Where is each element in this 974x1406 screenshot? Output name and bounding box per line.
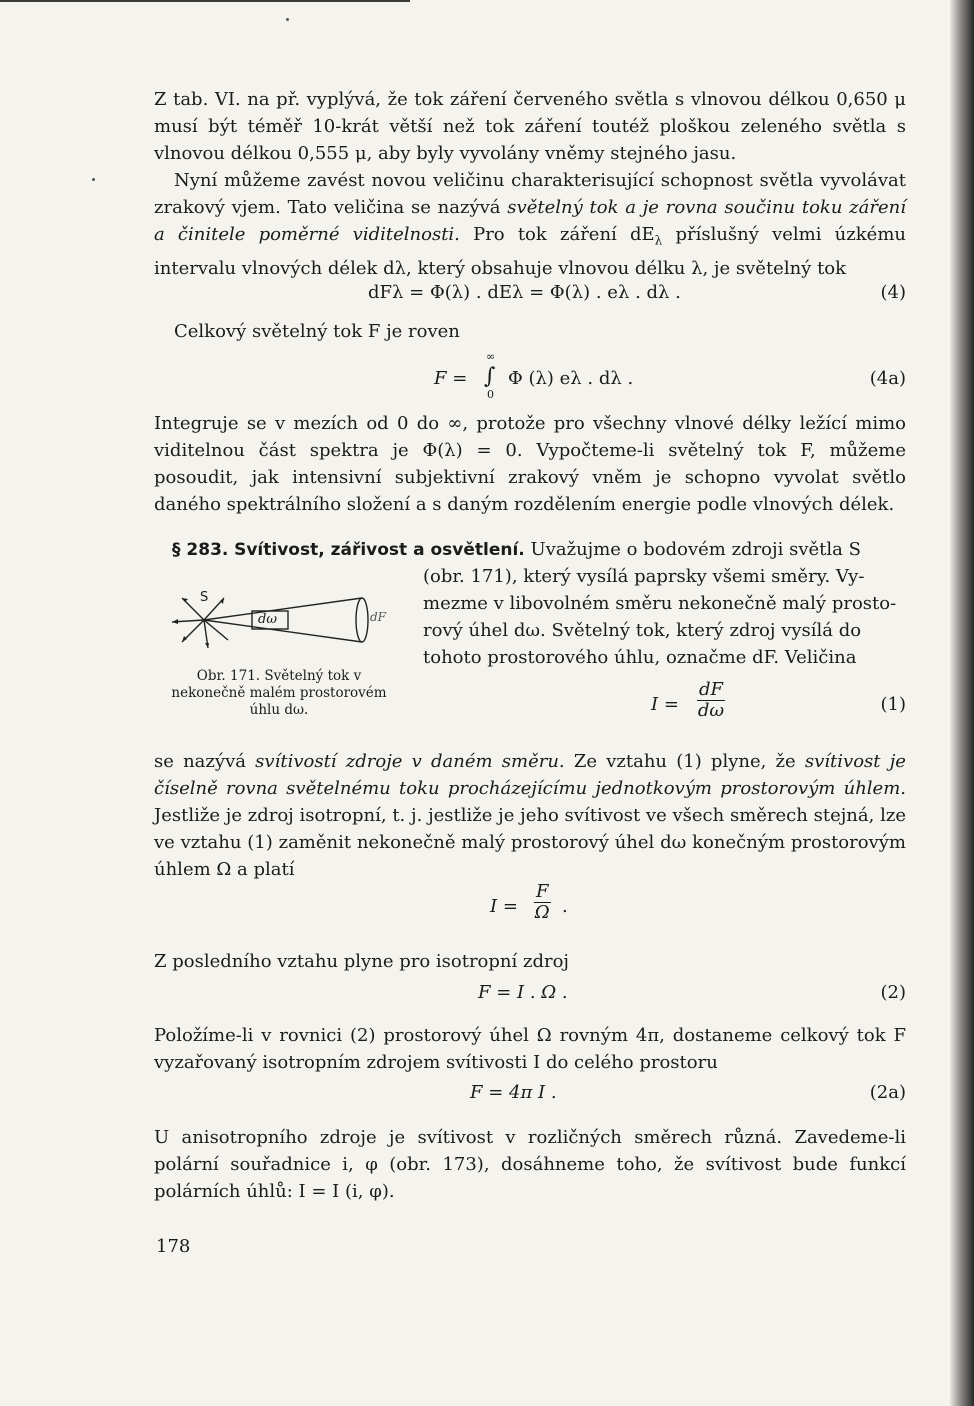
paragraph-6-text-e: Jestliže je zdroj isotropní, t. j. jestliže je jeho svítivost ve všech směrech stejná, lze ve vztahu (1) zaměnit nekonečně malý prostorový úhel dω konečným prostorovým úhlem Ω a platí	[154, 805, 906, 880]
section-text-line-3: mezme v libovolném směru nekonečně malý prosto-	[423, 593, 897, 614]
paragraph-2-text-d: příslušný velmi úzkému intervalu vlnových délek dλ, který obsahuje vlnovou délku λ, je světelný tok	[154, 224, 906, 279]
paragraph-2-text-c: Pro tok záření dE	[473, 224, 655, 245]
equation-2a: F = 4π I .	[470, 1082, 557, 1103]
equation-4-line	[154, 282, 906, 312]
equation-I-lhs: I =	[490, 896, 518, 917]
integral-sign: ∫	[484, 364, 496, 389]
paragraph-7: Z posledního vztahu plyne pro isotropní zdroj	[154, 951, 570, 972]
integral-upper-limit: ∞	[486, 350, 496, 363]
figure-171-caption: Obr. 171. Světelný tok v nekonečně malém prostorovém úhlu dω.	[171, 668, 387, 718]
section-text-line-1: Uvažujme o bodovém zdroji světla S	[530, 539, 861, 560]
figure-label-dF: dF	[370, 610, 387, 624]
paragraph-2: Nyní můžeme zavést novou veličinu charakterisující schopnost světla vyvolávat zrakový vjem. Tato veličina se nazývá světelný tok a je rovna součinu toku záření a činitele poměrné viditelnosti. Pro tok záření $dE_\lambda$ příslušný velmi úzkému intervalu vlnových délek dλ, který obsahuje vlnovou délku λ, je světelný tok	[154, 170, 906, 279]
equation-4-number: (4)	[880, 282, 906, 303]
equation-2-line	[154, 982, 906, 1012]
paragraph-6-definition: svítivostí zdroje v daném směru.	[255, 751, 565, 772]
paragraph-2-text-a: Nyní můžeme zavést novou veličinu charakterisující schopnost světla vyvolávat zrakový vjem. Tato veličina se nazývá	[154, 170, 906, 218]
equation-1-denominator: dω	[697, 700, 725, 721]
paragraph-1: Z tab. VI. na př. vyplývá, že tok záření červeného světla s vlnovou délkou 0,650 μ musí být téměř 10-krát větší než tok záření toutéž ploškou zeleného světla s vlnovou délkou 0,555 μ, aby byly vyvolány vněmy stejného jasu.	[154, 89, 906, 164]
equation-2a-line	[154, 1082, 906, 1112]
top-rule	[0, 0, 410, 2]
section-text-block	[423, 563, 906, 671]
paragraph-6	[154, 748, 906, 883]
equation-1-number: (1)	[880, 694, 906, 715]
equation-I-denominator: Ω	[534, 902, 550, 923]
paragraph-4: Integruje se v mezích od 0 do ∞, protože pro všechny vlnové délky ležící mimo viditelnou část spektra je Φ(λ) = 0. Vypočteme-li světelný tok F, můžeme posoudit, jak intensivní subjektivní zrakový vněm je schopno vyvolat světlo daného spektrálního složení a s daným rozdělením energie podle vlnových délek.	[154, 413, 906, 515]
paragraph-6-text-c: Ze vztahu (1) plyne, že	[573, 751, 796, 772]
cone-lower-edge	[204, 620, 362, 642]
figure-label-domega: dω	[258, 612, 277, 627]
page-number: 178	[156, 1236, 191, 1257]
paragraph-9: U anisotropního zdroje je svítivost v rozličných směrech různá. Zavedeme-li polární souřadnice i, φ (obr. 173), dosáhneme toho, že svítivost bude funkcí polárních úhlů: I = I (i, φ).	[154, 1127, 906, 1202]
equation-4a-rhs: Φ (λ) eλ . dλ .	[508, 368, 634, 389]
paragraph-2-definition: světelný tok a je rovna součinu toku záření a činitele poměrné viditelnosti.	[154, 197, 906, 245]
equation-4a-number: (4a)	[869, 368, 906, 389]
figure-label-S: S	[200, 590, 209, 605]
section-text-line-4: rový úhel dω. Světelný tok, který zdroj vysílá do	[423, 620, 862, 641]
equation-2a-number: (2a)	[869, 1082, 906, 1103]
equation-1-line	[423, 680, 906, 730]
section-283-first-line	[172, 536, 906, 564]
paragraph-6-text-a: se nazývá	[154, 751, 246, 772]
equation-I-numerator: F	[536, 881, 549, 902]
book-gutter-shadow	[950, 0, 974, 1406]
equation-1-lhs: I =	[651, 694, 679, 715]
equation-I-tail: .	[562, 896, 568, 917]
cone-base	[356, 598, 368, 642]
equation-I-line	[154, 880, 906, 930]
equation-2: F = I . Ω .	[478, 982, 568, 1003]
equation-I-fraction	[534, 882, 551, 923]
equation-4: dFλ = Φ(λ) . dEλ = Φ(λ) . eλ . dλ .	[368, 282, 681, 303]
equation-4a-lhs: F =	[434, 368, 468, 389]
equation-1-numerator: dF	[699, 679, 724, 700]
section-text-line-5: tohoto prostorového úhlu, označme dF. Veličina	[423, 647, 857, 668]
paragraph-6-statement: svítivost je číselně rovna světelnému toku procházejícímu jednotkovým prostorovým úhlem.	[154, 751, 906, 799]
section-number: § 283.	[172, 540, 229, 560]
speck	[286, 18, 289, 21]
paragraph-8: Položíme-li v rovnici (2) prostorový úhel Ω rovným 4π, dostaneme celkový tok F vyzařovaný isotropním zdrojem svítivosti I do celého prostoru	[154, 1025, 906, 1073]
equation-2-number: (2)	[880, 982, 906, 1003]
cone-upper-edge	[204, 598, 362, 620]
section-title: Svítivost, zářivost a osvětlení.	[234, 540, 525, 560]
integral-lower-limit: 0	[487, 388, 494, 401]
speck	[92, 178, 95, 181]
equation-4a-line	[154, 350, 906, 414]
equation-1-fraction	[697, 680, 725, 721]
paragraph-3: Celkový světelný tok F je roven	[174, 321, 460, 342]
section-text-line-2: (obr. 171), který vysílá paprsky všemi směry. Vy-	[423, 566, 865, 587]
